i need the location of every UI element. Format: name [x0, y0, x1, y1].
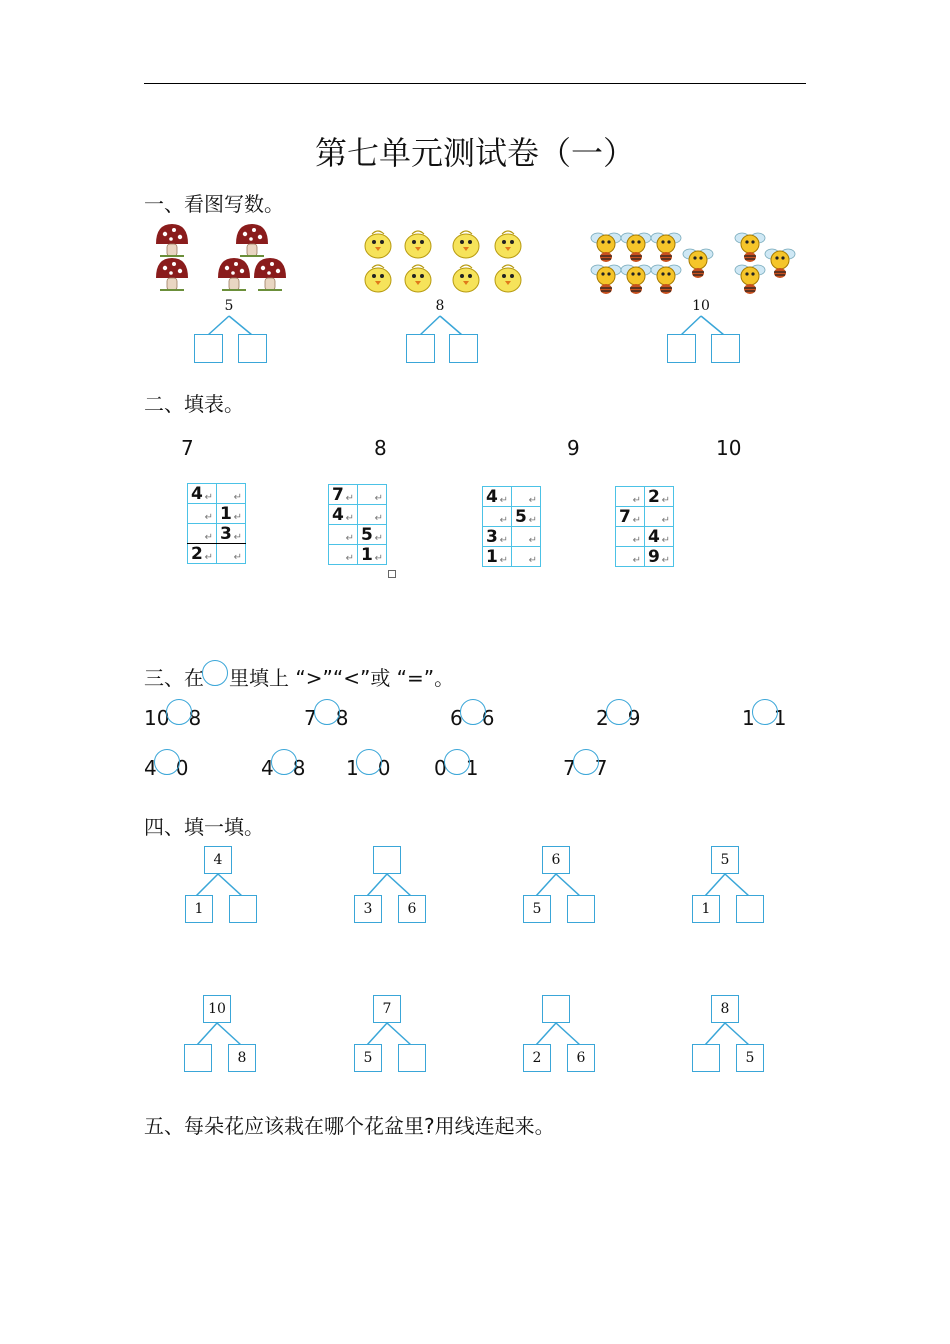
bee-icon [735, 233, 765, 262]
compare-item: 4 0 [144, 754, 188, 780]
bond-left-box[interactable]: 5 [523, 895, 551, 923]
bond-right-box[interactable] [567, 895, 595, 923]
bee-group [588, 228, 800, 300]
chick-icon [495, 265, 521, 292]
compare-item: 7 8 [304, 704, 348, 730]
resize-handle [388, 570, 396, 578]
bond-left-box[interactable]: 1 [185, 895, 213, 923]
bond-left-box[interactable]: 3 [354, 895, 382, 923]
bond-right-box[interactable]: 6 [567, 1044, 595, 1072]
mushroom-icon [236, 224, 268, 256]
bee-icon [621, 265, 651, 294]
compare-item: 10 8 [144, 704, 201, 730]
compare-circle[interactable] [573, 749, 599, 775]
table-cell[interactable]: ↵ [329, 525, 358, 545]
mushroom-icon [156, 258, 188, 290]
compare-item: 1 1 [742, 704, 786, 730]
table-cell[interactable]: ↵ [483, 507, 512, 527]
section-5-heading: 五、每朵花应该栽在哪个花盆里?用线连起来。 [144, 1114, 555, 1138]
table-cell[interactable]: 4 ↵ [188, 484, 217, 504]
table-cell[interactable]: ↵ [645, 507, 674, 527]
table-cell[interactable]: 5 ↵ [358, 525, 387, 545]
mushroom-icon [218, 258, 250, 290]
mushroom-group [150, 222, 295, 294]
table-header: 8 [374, 436, 387, 460]
table-cell[interactable]: 2 ↵ [188, 544, 217, 564]
table-cell[interactable]: ↵ [188, 524, 217, 544]
compare-item: 0 1 [434, 754, 478, 780]
bond-right-box[interactable]: 6 [398, 895, 426, 923]
picture-total: 5 [224, 298, 234, 314]
table-cell[interactable]: 2 ↵ [645, 487, 674, 507]
bond-top-box[interactable]: 8 [711, 995, 739, 1023]
number-table [615, 486, 674, 567]
number-table [482, 486, 541, 567]
table-cell[interactable]: 7 ↵ [329, 485, 358, 505]
compare-circle[interactable] [606, 699, 632, 725]
table-cell[interactable]: ↵ [616, 547, 645, 567]
section-4-heading: 四、填一填。 [144, 815, 264, 839]
table-cell[interactable]: 3 ↵ [483, 527, 512, 547]
picture-total: 8 [435, 298, 445, 314]
compare-item: 2 9 [596, 704, 640, 730]
answer-box[interactable] [194, 334, 223, 363]
compare-circle[interactable] [154, 749, 180, 775]
bee-icon [591, 265, 621, 294]
bond-left-box[interactable]: 5 [354, 1044, 382, 1072]
table-cell[interactable]: 4 ↵ [483, 487, 512, 507]
table-cell[interactable]: 4 ↵ [329, 505, 358, 525]
table-cell[interactable]: ↵ [188, 504, 217, 524]
section-1-heading: 一、看图写数。 [144, 192, 284, 216]
bond-right-box[interactable]: 5 [736, 1044, 764, 1072]
table-cell[interactable]: ↵ [512, 547, 541, 567]
compare-item: 4 8 [261, 754, 305, 780]
answer-box[interactable] [238, 334, 267, 363]
bee-icon [651, 233, 681, 262]
compare-circle[interactable] [752, 699, 778, 725]
chick-icon [405, 265, 431, 292]
table-cell[interactable]: ↵ [217, 484, 246, 504]
bond-right-box[interactable] [398, 1044, 426, 1072]
table-cell[interactable]: 5 ↵ [512, 507, 541, 527]
chick-icon [365, 231, 391, 258]
answer-box[interactable] [406, 334, 435, 363]
table-cell[interactable]: 3 ↵ [217, 524, 246, 544]
mushroom-icon [254, 258, 286, 290]
table-cell[interactable]: 1 ↵ [358, 545, 387, 565]
compare-item: 6 6 [450, 704, 494, 730]
bee-icon [765, 249, 795, 278]
bee-icon [621, 233, 651, 262]
table-cell[interactable]: ↵ [616, 487, 645, 507]
table-cell[interactable]: ↵ [512, 527, 541, 547]
table-header: 7 [181, 436, 194, 460]
mushroom-icon [156, 224, 188, 256]
chick-icon [453, 265, 479, 292]
section-3-heading: 三、在 里填上 “>”“<”或 “=”。 [144, 662, 454, 691]
bond-top-box[interactable]: 5 [711, 846, 739, 874]
table-cell[interactable]: ↵ [358, 485, 387, 505]
answer-box[interactable] [711, 334, 740, 363]
circle-icon [202, 660, 228, 686]
page-title: 第七单元测试卷（一） [314, 134, 635, 172]
compare-item: 7 7 [563, 754, 607, 780]
table-cell[interactable]: ↵ [329, 545, 358, 565]
bond-right-box[interactable]: 8 [228, 1044, 256, 1072]
compare-circle[interactable] [271, 749, 297, 775]
bond-left-box[interactable]: 1 [692, 895, 720, 923]
chick-group [360, 228, 530, 296]
compare-circle[interactable] [444, 749, 470, 775]
chick-icon [405, 231, 431, 258]
compare-circle[interactable] [166, 699, 192, 725]
table-cell[interactable]: 1 ↵ [483, 547, 512, 567]
answer-box[interactable] [667, 334, 696, 363]
bee-icon [735, 265, 765, 294]
bond-top-box[interactable]: 6 [542, 846, 570, 874]
table-cell[interactable]: ↵ [358, 505, 387, 525]
section-2-heading: 二、填表。 [144, 392, 244, 416]
chick-icon [365, 265, 391, 292]
bond-top-box[interactable] [373, 846, 401, 874]
bond-left-box[interactable] [184, 1044, 212, 1072]
table-cell[interactable]: ↵ [616, 527, 645, 547]
picture-total: 10 [692, 298, 710, 314]
bond-top-box[interactable]: 7 [373, 995, 401, 1023]
table-header: 9 [567, 436, 580, 460]
table-header: 10 [716, 436, 742, 460]
table-cell[interactable]: ↵ [512, 487, 541, 507]
bond-left-box[interactable] [692, 1044, 720, 1072]
table-cell[interactable]: 9 ↵ [645, 547, 674, 567]
bond-right-box[interactable] [229, 895, 257, 923]
header-rule [144, 83, 806, 84]
bond-top-box[interactable] [542, 995, 570, 1023]
table-cell[interactable]: 4 ↵ [645, 527, 674, 547]
bee-icon [591, 233, 621, 262]
table-cell[interactable]: ↵ [217, 544, 246, 564]
compare-circle[interactable] [356, 749, 382, 775]
answer-box[interactable] [449, 334, 478, 363]
number-table [187, 483, 246, 564]
table-cell[interactable]: 1 ↵ [217, 504, 246, 524]
bond-right-box[interactable] [736, 895, 764, 923]
table-cell[interactable]: 7 ↵ [616, 507, 645, 527]
chick-icon [453, 231, 479, 258]
compare-circle[interactable] [314, 699, 340, 725]
bond-top-box[interactable]: 4 [204, 846, 232, 874]
bond-top-box[interactable]: 10 [203, 995, 231, 1023]
bond-left-box[interactable]: 2 [523, 1044, 551, 1072]
compare-circle[interactable] [460, 699, 486, 725]
compare-item: 1 0 [346, 754, 390, 780]
chick-icon [495, 231, 521, 258]
bee-icon [651, 265, 681, 294]
number-table [328, 484, 387, 565]
bee-icon [683, 249, 713, 278]
